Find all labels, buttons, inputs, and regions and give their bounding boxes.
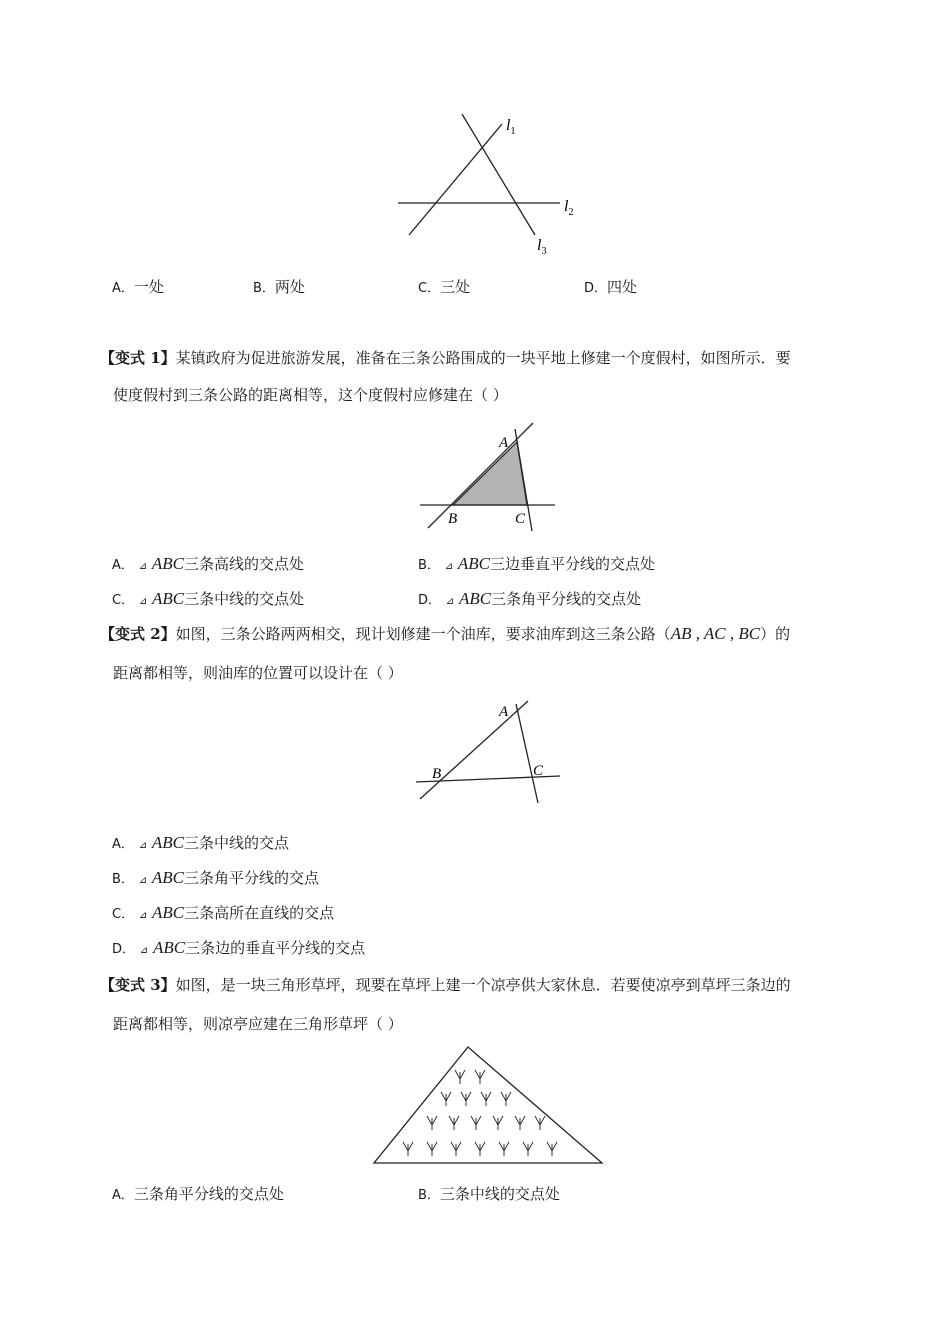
option-letter: A． <box>112 1188 134 1203</box>
q3-text-2: 距离都相等，则凉亭应建在三角形草坪（ ） <box>113 1015 403 1033</box>
option-text: 三条中线的交点处 <box>184 590 305 608</box>
q3-line2 <box>113 1013 403 1035</box>
option-text: 三条高线的交点处 <box>183 555 304 573</box>
q2-line1 <box>100 623 790 645</box>
grass-tuft <box>451 1142 461 1156</box>
option-text: 两处 <box>274 278 305 296</box>
option-letter: B． <box>112 872 134 887</box>
option-d[interactable] <box>418 588 641 613</box>
grass-tuft <box>493 1116 503 1130</box>
option-a[interactable] <box>112 553 304 578</box>
figure-three-lines <box>390 110 590 265</box>
option-text: 三条边的垂直平分线的交点 <box>185 939 366 957</box>
option-text: 三条角平分线的交点处 <box>133 1185 284 1203</box>
math-abc: ABC <box>457 554 490 573</box>
grass-tuft <box>515 1116 525 1130</box>
figure-q2-roads <box>410 695 570 810</box>
option-d[interactable] <box>112 937 365 962</box>
grass-tuft <box>501 1092 511 1106</box>
grass-tuft <box>475 1142 485 1156</box>
line-l3 <box>462 114 535 235</box>
q2-text-1a: 如图，三条公路两两相交，现计划修建一个油库，要求油库到这三条公路（ <box>175 625 671 643</box>
shaded-triangle <box>453 442 527 505</box>
option-letter: B． <box>418 1188 440 1203</box>
grass-tuft <box>461 1092 471 1106</box>
option-b[interactable] <box>112 867 319 892</box>
option-text: 三处 <box>440 278 471 296</box>
label-l3: $l_3$ <box>537 237 547 257</box>
math-abc: ABC <box>151 554 184 573</box>
label-a: A <box>499 704 509 720</box>
triangle-symbol: ⊿ <box>444 561 454 572</box>
figure-q1-triangle <box>415 415 565 535</box>
option-a[interactable] <box>112 276 164 300</box>
grass-tuft <box>427 1142 437 1156</box>
q1-line1 <box>100 347 791 369</box>
option-text: 三条高所在直线的交点 <box>184 904 335 922</box>
label-l2: $l_2$ <box>564 198 574 218</box>
option-text: 三条角平分线的交点 <box>183 869 319 887</box>
option-letter: B． <box>253 281 275 296</box>
option-c[interactable] <box>418 276 470 300</box>
grass-tuft <box>403 1142 413 1156</box>
option-text: 一处 <box>133 278 164 296</box>
math-abc: ABC <box>152 589 185 608</box>
q3-line1 <box>100 974 791 996</box>
q3-text-1: 如图，是一块三角形草坪，现要在草坪上建一个凉亭供大家休息．若要使凉亭到草坪三条边的 <box>175 976 791 994</box>
q1-text-2: 使度假村到三条公路的距离相等，这个度假村应修建在（ ） <box>113 386 508 404</box>
figure-q3-lawn <box>370 1042 606 1168</box>
q3-tag: 【变式 3】 <box>100 976 176 994</box>
option-letter: D． <box>418 593 442 608</box>
grass-tufts <box>403 1070 557 1156</box>
label-a: A <box>499 435 509 451</box>
q1-line2 <box>113 384 508 406</box>
math-abc: ABC <box>458 589 492 608</box>
option-a[interactable] <box>112 832 289 857</box>
q1-tag: 【变式 1】 <box>100 349 176 367</box>
option-text: 三边垂直平分线的交点处 <box>489 555 655 573</box>
option-text: 三条中线的交点 <box>183 834 289 852</box>
option-b[interactable] <box>253 276 305 300</box>
grass-tuft <box>523 1142 533 1156</box>
triangle-symbol: ⊿ <box>445 596 455 607</box>
q2-line2 <box>113 662 403 684</box>
q2-math-roads: AB , AC , BC <box>670 624 761 643</box>
option-letter: C． <box>418 281 441 296</box>
option-letter: B． <box>418 558 440 573</box>
math-abc: ABC <box>151 833 184 852</box>
q1-text-1: 某镇政府为促进旅游发展，准备在三条公路围成的一块平地上修建一个度假村，如图所示．要 <box>175 349 791 367</box>
grass-tuft <box>471 1116 481 1130</box>
option-letter: A． <box>112 837 134 852</box>
option-letter: A． <box>112 558 134 573</box>
label-b: B <box>432 766 442 782</box>
grass-tuft <box>475 1070 485 1084</box>
option-b[interactable] <box>418 1183 560 1207</box>
triangle-symbol: ⊿ <box>138 596 148 607</box>
triangle-symbol: ⊿ <box>138 875 148 886</box>
option-letter: D． <box>112 942 136 957</box>
grass-tuft <box>499 1142 509 1156</box>
grass-tuft <box>547 1142 557 1156</box>
q2-text-2: 距离都相等，则油库的位置可以设计在（ ） <box>113 664 403 682</box>
triangle-symbol: ⊿ <box>138 910 148 921</box>
option-b[interactable] <box>418 553 655 578</box>
grass-tuft <box>455 1070 465 1084</box>
label-c: C <box>515 511 526 527</box>
grass-tuft <box>481 1092 491 1106</box>
math-abc: ABC <box>151 868 184 887</box>
label-b: B <box>448 511 458 527</box>
triangle-symbol: ⊿ <box>138 561 148 572</box>
option-letter: D． <box>584 281 608 296</box>
option-a[interactable] <box>112 1183 284 1207</box>
option-text: 三条角平分线的交点处 <box>491 590 642 608</box>
road-ab <box>420 701 528 799</box>
option-c[interactable] <box>112 588 304 613</box>
q2-tag: 【变式 2】 <box>100 625 176 643</box>
triangle-symbol: ⊿ <box>138 840 148 851</box>
option-letter: A． <box>112 281 134 296</box>
math-abc: ABC <box>152 938 186 957</box>
option-text: 三条中线的交点处 <box>439 1185 560 1203</box>
option-letter: C． <box>112 593 135 608</box>
triangle-symbol: ⊿ <box>139 945 149 956</box>
option-d[interactable] <box>584 276 637 300</box>
road-ac <box>516 704 538 803</box>
label-l1: $l_1$ <box>506 117 516 137</box>
grass-tuft <box>535 1116 545 1130</box>
grass-tuft <box>441 1092 451 1106</box>
label-c: C <box>533 763 544 779</box>
option-text: 四处 <box>607 278 638 296</box>
option-c[interactable] <box>112 902 334 927</box>
q2-text-1b: ）的 <box>760 625 791 643</box>
option-letter: C． <box>112 907 135 922</box>
line-l1 <box>409 124 502 235</box>
grass-tuft <box>427 1116 437 1130</box>
grass-tuft <box>449 1116 459 1130</box>
math-abc: ABC <box>152 903 185 922</box>
